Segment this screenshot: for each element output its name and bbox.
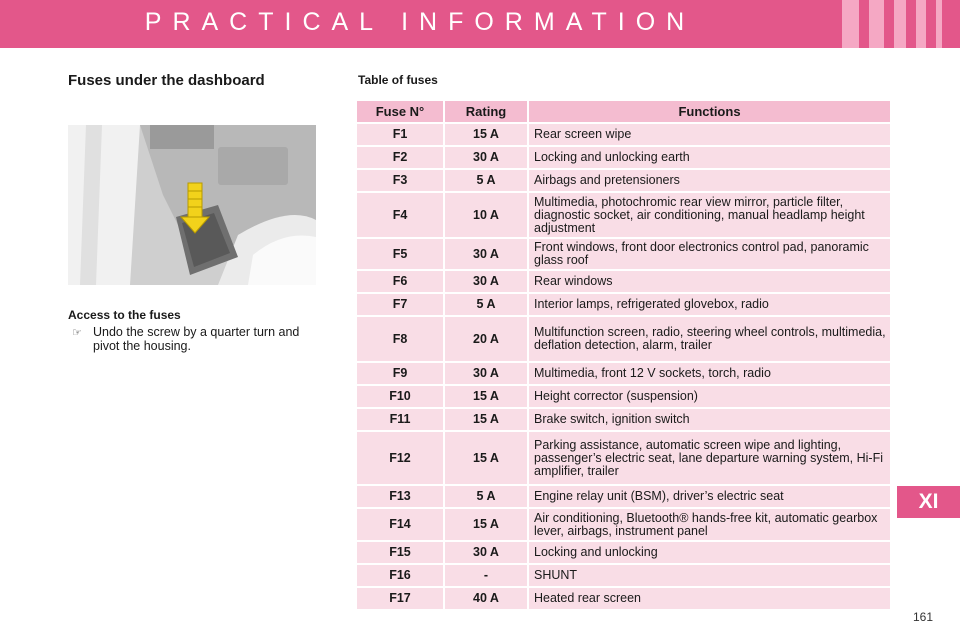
table-title: Table of fuses (358, 73, 438, 87)
page-number: 161 (913, 610, 934, 624)
fuse-table (357, 101, 892, 611)
access-title: Access to the fuses (68, 308, 181, 322)
fuse-cell: F13 (357, 486, 443, 507)
function-cell: Locking and unlocking (529, 542, 890, 563)
rating-cell: 15 A (445, 124, 527, 145)
rating-cell: 5 A (445, 170, 527, 191)
header-decoration (842, 0, 960, 48)
section-title: Fuses under the dashboard (68, 72, 265, 89)
fuse-cell: F9 (357, 363, 443, 384)
rating-cell: 15 A (445, 432, 527, 484)
fuse-cell: F4 (357, 193, 443, 237)
chapter-tab: XI (897, 486, 960, 518)
page-title: PRACTICAL INFORMATION (144, 8, 696, 36)
page-header (0, 0, 960, 48)
rating-cell: 30 A (445, 363, 527, 384)
fuse-cell: F2 (357, 147, 443, 168)
table-row (357, 542, 892, 563)
header-fuse: Fuse N° (357, 101, 443, 122)
rating-cell: 15 A (445, 509, 527, 540)
header-functions: Functions (529, 101, 890, 122)
fuse-box-photo (68, 125, 316, 285)
table-row (357, 317, 892, 361)
function-cell: Air conditioning, Bluetooth® hands-free kit, automatic gearbox lever, airbags, instrument panel (529, 509, 890, 540)
table-row (357, 386, 892, 407)
rating-cell: 5 A (445, 486, 527, 507)
function-cell: Multimedia, front 12 V sockets, torch, radio (529, 363, 890, 384)
rating-cell: 15 A (445, 386, 527, 407)
function-cell: Interior lamps, refrigerated glovebox, radio (529, 294, 890, 315)
table-row (357, 486, 892, 507)
fuse-cell: F16 (357, 565, 443, 586)
function-cell: Multimedia, photochromic rear view mirror, particle filter, diagnostic socket, air conditioning, manual headlamp height adjustment (529, 193, 890, 237)
function-cell: Rear windows (529, 271, 890, 292)
fuse-cell: F17 (357, 588, 443, 609)
table-row (357, 294, 892, 315)
fuse-cell: F14 (357, 509, 443, 540)
table-row (357, 124, 892, 145)
function-cell: Brake switch, ignition switch (529, 409, 890, 430)
table-row (357, 363, 892, 384)
header-rating: Rating (445, 101, 527, 122)
rating-cell: 30 A (445, 542, 527, 563)
function-cell: Heated rear screen (529, 588, 890, 609)
table-row (357, 565, 892, 586)
table-header-row (357, 101, 892, 122)
function-cell: Multifunction screen, radio, steering wheel controls, multimedia, deflation detection, alarm, trailer (529, 317, 890, 361)
fuse-cell: F6 (357, 271, 443, 292)
table-row (357, 509, 892, 540)
rating-cell: 10 A (445, 193, 527, 237)
rating-cell: 30 A (445, 239, 527, 269)
table-row (357, 409, 892, 430)
access-instructions: Undo the screw by a quarter turn and pivot the housing. (93, 325, 300, 353)
fuse-cell: F1 (357, 124, 443, 145)
function-cell: Front windows, front door electronics control pad, panoramic glass roof (529, 239, 890, 269)
fuse-cell: F7 (357, 294, 443, 315)
fuse-cell: F15 (357, 542, 443, 563)
fuse-cell: F3 (357, 170, 443, 191)
table-row (357, 170, 892, 191)
rating-cell: 30 A (445, 271, 527, 292)
function-cell: Locking and unlocking earth (529, 147, 890, 168)
function-cell: SHUNT (529, 565, 890, 586)
table-row (357, 147, 892, 168)
rating-cell: 15 A (445, 409, 527, 430)
rating-cell: 20 A (445, 317, 527, 361)
fuse-cell: F10 (357, 386, 443, 407)
rating-cell: 30 A (445, 147, 527, 168)
function-cell: Engine relay unit (BSM), driver’s electric seat (529, 486, 890, 507)
pointing-hand-icon: ☞ (72, 327, 82, 339)
function-cell: Parking assistance, automatic screen wipe and lighting, passenger’s electric seat, lane departure warning system, Hi-Fi amplifier, trailer (529, 432, 890, 484)
table-row (357, 239, 892, 269)
fuse-cell: F12 (357, 432, 443, 484)
function-cell: Rear screen wipe (529, 124, 890, 145)
table-row (357, 193, 892, 237)
fuse-cell: F8 (357, 317, 443, 361)
table-row (357, 588, 892, 609)
rating-cell: - (445, 565, 527, 586)
rating-cell: 40 A (445, 588, 527, 609)
table-row (357, 271, 892, 292)
table-body (357, 124, 892, 609)
fuse-cell: F5 (357, 239, 443, 269)
function-cell: Height corrector (suspension) (529, 386, 890, 407)
table-row (357, 432, 892, 484)
fuse-cell: F11 (357, 409, 443, 430)
function-cell: Airbags and pretensioners (529, 170, 890, 191)
rating-cell: 5 A (445, 294, 527, 315)
